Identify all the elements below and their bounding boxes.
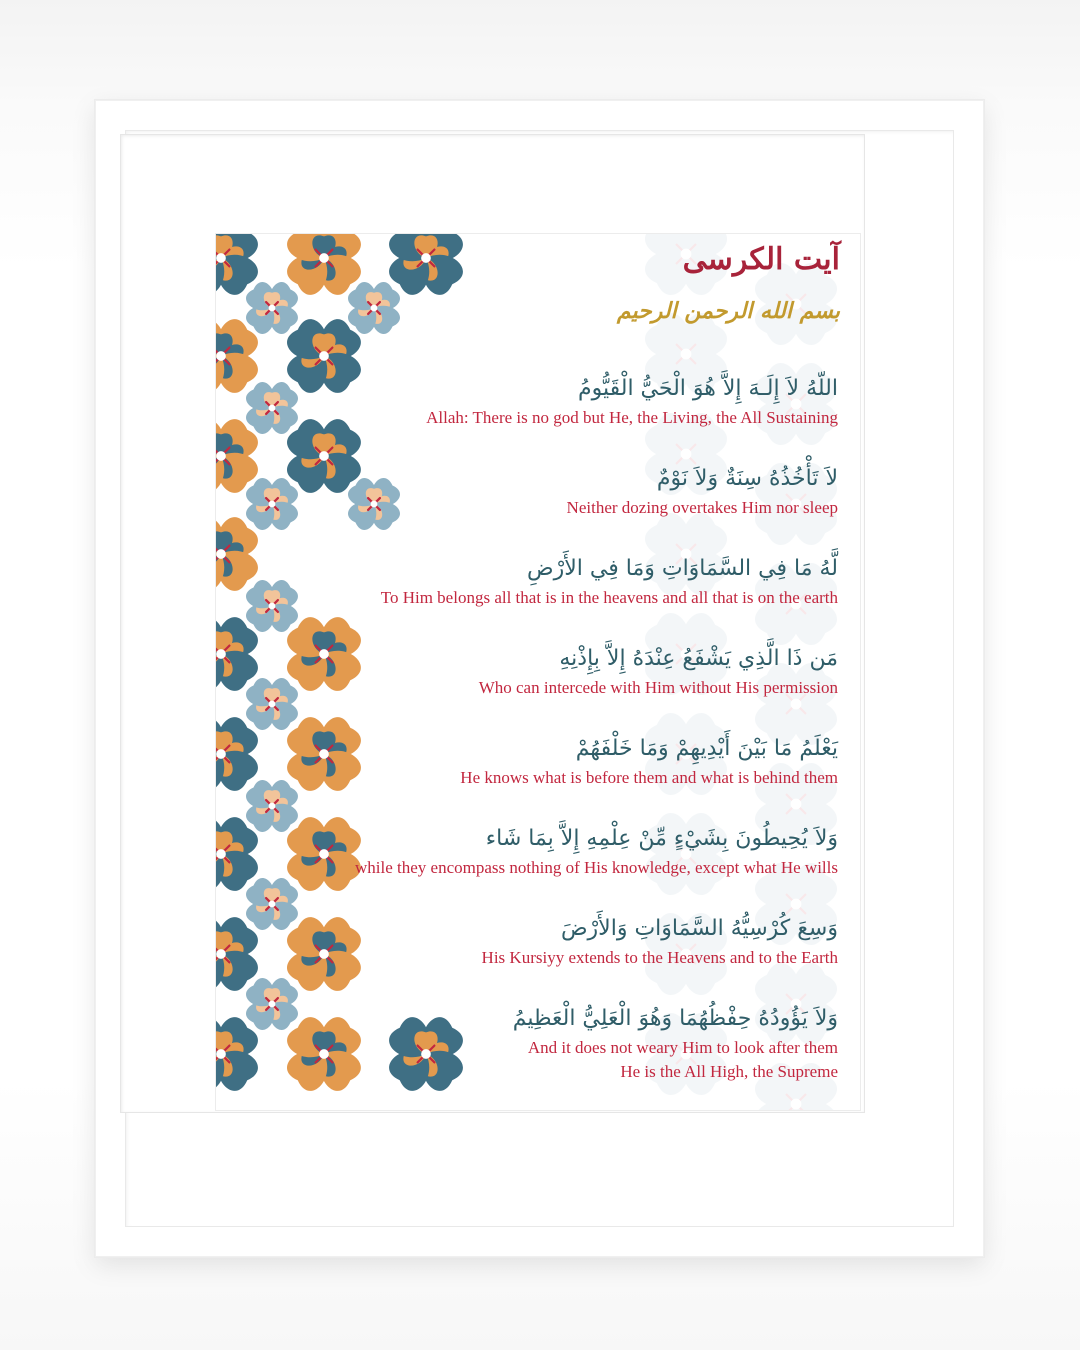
verse-translation: Allah: There is no god but He, the Living, the All Sustaining xyxy=(426,408,838,427)
verse-item xyxy=(318,912,838,1002)
verse-list xyxy=(318,372,838,1092)
verse-translation: while they encompass nothing of His knowledge, except what He wills xyxy=(355,858,838,877)
print-artwork xyxy=(216,234,860,1110)
verse-translation: Who can intercede with Him without His permission xyxy=(478,678,838,697)
verse-arabic: وَلاَ يُحِيطُونَ بِشَيْءٍ مِّنْ عِلْمِهِ إِلاَّ بِمَا شَاء xyxy=(485,826,838,851)
verse-translation: He knows what is before them and what is behind them xyxy=(460,768,838,787)
verse-arabic: اللّهُ لاَ إِلَـهَ إِلاَّ هُوَ الْحَيُّ الْقَيُّومُ xyxy=(577,376,838,401)
verse-item xyxy=(318,1002,838,1092)
basmala-calligraphy: بسم الله الرحمن الرحيم xyxy=(616,298,840,324)
ayat-al-kursi-title: آيت الکرسی xyxy=(682,242,840,277)
verse-item xyxy=(318,372,838,462)
verse-translation-second-line: He is the All High, the Supreme xyxy=(620,1062,838,1081)
verse-item xyxy=(318,462,838,552)
verse-item xyxy=(318,732,838,822)
verse-arabic: مَن ذَا الَّذِي يَشْفَعُ عِنْدَهُ إِلاَّ بِإِذْنِهِ xyxy=(559,646,838,671)
verse-item xyxy=(318,642,838,732)
verse-arabic: يَعْلَمُ مَا بَيْنَ أَيْدِيهِمْ وَمَا خَلْفَهُمْ xyxy=(575,736,838,761)
verse-arabic: لَّهُ مَا فِي السَّمَاوَاتِ وَمَا فِي الأَرْضِ xyxy=(527,556,838,581)
verse-translation: His Kursiyy extends to the Heavens and to the Earth xyxy=(481,948,838,967)
verse-translation: To Him belongs all that is in the heavens and all that is on the earth xyxy=(380,588,838,607)
verse-arabic: وَسِعَ كُرْسِيُّهُ السَّمَاوَاتِ وَالأَرْضَ xyxy=(560,916,838,941)
verse-translation: And it does not weary Him to look after them xyxy=(527,1038,838,1057)
verse-item xyxy=(318,822,838,912)
verse-arabic: وَلاَ يَؤُودُهُ حِفْظُهُمَا وَهُوَ الْعَلِيُّ الْعَظِيمُ xyxy=(512,1006,838,1031)
verse-translation: Neither dozing overtakes Him nor sleep xyxy=(566,498,838,517)
verse-item xyxy=(318,552,838,642)
verse-arabic: لاَ تَأْخُذُهُ سِنَةٌ وَلاَ نَوْمٌ xyxy=(656,466,838,491)
